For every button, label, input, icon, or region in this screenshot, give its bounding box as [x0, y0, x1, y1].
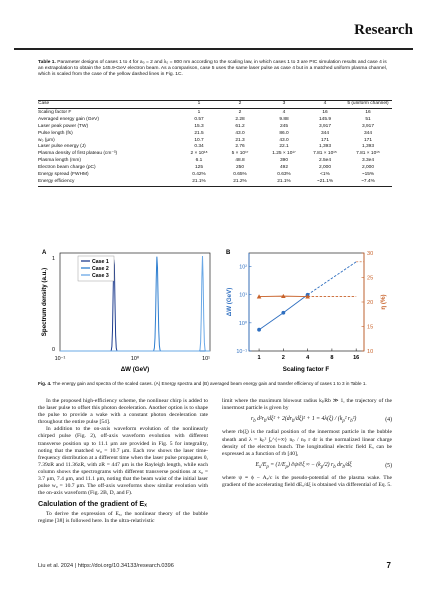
table-cell: 10.7: [194, 137, 204, 143]
table-cell: 2: [238, 109, 242, 115]
panel-a-xtick: 10¹: [202, 356, 210, 362]
table-cell: 7.81 × 10¹⁵: [356, 151, 380, 157]
table-cell: 0.65%: [233, 172, 247, 178]
panel-a-label: A: [42, 250, 47, 256]
table-header-row: [38, 101, 392, 109]
panel-b-ylabel-right: η (%): [380, 294, 387, 310]
right-tick-label: 30: [367, 251, 374, 257]
table-cell: 21.3: [235, 137, 245, 143]
paragraph: limit where the maximum blowout radius kₚRb ≫ 1, the trajectory of the innermost particle is given by: [222, 398, 392, 412]
table-cell: 21.1%: [180, 179, 218, 186]
gain-point: [281, 311, 285, 315]
table-cell: 43.0: [279, 137, 289, 143]
table-cell: 21.5: [194, 130, 204, 136]
x-tick-label: 4: [306, 355, 310, 361]
right-tick-label: 10: [367, 349, 374, 355]
table-cell: 245: [279, 123, 288, 129]
equation-number: (5): [385, 462, 392, 469]
right-column: [222, 398, 392, 489]
x-tick-label: 16: [353, 355, 360, 361]
table-cell: 2,000: [318, 165, 331, 171]
right-tick-label: 20: [367, 300, 374, 306]
gain-point: [257, 328, 261, 332]
table-cell: 492: [279, 165, 288, 171]
table-cell: 1,393: [318, 144, 331, 150]
table-cell: 145.9: [318, 116, 331, 122]
table-row: [38, 151, 392, 158]
table-cell: 1: [197, 109, 201, 115]
table-cell: 0.57: [194, 116, 204, 122]
table-row: [38, 138, 392, 145]
figure-caption-label: Fig. 4.: [38, 381, 52, 386]
table-cell: 171: [320, 137, 329, 143]
table-cell: 2.76: [235, 144, 245, 150]
panel-a-ytick: 0: [52, 347, 55, 353]
table-cell: 3.3e4: [361, 158, 374, 164]
table-row: [38, 124, 392, 131]
table-row: [38, 165, 392, 172]
table-cell: ~7.4%: [344, 179, 392, 186]
table-cell: 9.88: [279, 116, 289, 122]
table-cell: Electron beam charge (pC): [38, 165, 96, 171]
table-cell: 0.42%: [192, 172, 206, 178]
table-row: [38, 108, 392, 116]
paragraph: In addition to the on-axis waveform evolution of the nonlinearly chirped pulse (Fig. 2), off-axis waveform evolution with different transverse position up to 11.1 μm are provided in Fig. 5 for integrality, noting that the matched w₀ = 10.7 μm. Each row shows the laser time-frequency distribution at a different time when the laser pulse propagates 0, 7.39zR and 11.36zR, with zR = 447 μm is the Rayleigh length, while each column shows the spectrograms with different transverse positions at x₀ = 3.7 μm, 7.4 μm, and 11.1 μm, noting that the beam waist of the initial laser pulse w₀ = 10.7 μm. The off-axis waveforms show similar evolution with the on-axis waveform (Fig. 2B, D, and F).: [38, 426, 208, 497]
panel-b-label: B: [226, 250, 231, 256]
header-rule: [14, 48, 413, 50]
table-cell: 86.0: [279, 130, 289, 136]
equation-4-body: $r_b$ $d^2r_b$/dξ² + $2(dr_b/d\xi)^2 + 1 = 4\lambda(\xi) / (k_p^2$ $r_b^2$): [250, 416, 357, 425]
table-cell: 43.0: [235, 130, 245, 136]
equation-5: [222, 462, 392, 471]
table-cell: Plasma density of first plateau (cm⁻³): [38, 151, 118, 157]
citation-footer[interactable]: Liu et al. 2024 | https://doi.org/10.34133/research.0396: [38, 563, 174, 569]
table-cell: 1.25 × 10¹⁷: [272, 151, 296, 157]
panel-a-legend: [78, 256, 114, 281]
table-cell: Plasma length (mm): [38, 158, 81, 164]
table-row: [38, 131, 392, 138]
panel-a-xtick: 10⁰: [130, 356, 140, 362]
panel-b: [226, 251, 387, 373]
page-number: 7: [386, 561, 391, 570]
table-cell: 2.28: [235, 116, 245, 122]
parameter-table: [38, 100, 392, 187]
table-cell: 0.34: [194, 144, 204, 150]
table-cell: 4: [282, 109, 286, 115]
table-caption: [38, 60, 391, 79]
table-cell: 61.2: [235, 123, 245, 129]
table-cell: ~15%: [361, 172, 375, 178]
figure-4: [38, 245, 392, 380]
table-cell: 15.3: [194, 123, 204, 129]
table-body: [38, 108, 392, 186]
table-cell: 390: [279, 158, 288, 164]
table-cell: 48.8: [235, 158, 245, 164]
right-tick-label: 25: [367, 275, 374, 282]
table-cell: Laser peak power (TW): [38, 123, 89, 129]
gain-extrapolation-line: [308, 262, 357, 295]
table-cell: 3,917: [318, 123, 331, 129]
paragraph: In the proposed high-efficiency scheme, the nonlinear chirp is added to the laser pulse to offset this photon deceleration. Another option is to shape the pulse to provide a wake with a constant photon deceleration rate throughout the entire pulse [54].: [38, 398, 208, 426]
section-heading: Calculation of the gradient of Eₓ: [38, 499, 147, 509]
figure-caption: [38, 381, 392, 387]
table-cell: 16: [365, 109, 371, 115]
legend-label-case-3: Case 3: [92, 273, 109, 279]
table-cell: <1%: [320, 172, 330, 178]
panel-a-ylabel: Spectrum density (a.u.): [41, 267, 48, 337]
table-cell: w₀ (μm): [38, 137, 55, 143]
table-cell: 344: [363, 130, 372, 136]
equation-4: [222, 416, 392, 425]
panel-a-xtick: 10⁻¹: [54, 356, 66, 362]
panel-b-xlabel: Scaling factor F: [282, 366, 330, 373]
x-tick-label: 1: [257, 355, 261, 361]
figure-svg: [38, 245, 392, 380]
panel-b-marks: [236, 251, 373, 361]
table-cell: Energy efficiency: [38, 179, 180, 186]
left-tick-label: 10⁰: [238, 320, 247, 327]
table-cell: Pulse length (fs): [38, 130, 73, 136]
table-cell: 344: [320, 130, 329, 136]
panel-a: [41, 253, 210, 373]
left-tick-label: 10²: [239, 264, 247, 271]
table-cell: 171: [363, 137, 372, 143]
table-cell: 21.2%: [218, 179, 262, 186]
right-tick-label: 15: [367, 324, 374, 331]
figure-caption-text: The energy gain and spectra of the scaled cases. (A) Energy spectra and (B) averaged beam energy gain and transfer efficiency of cases 1 to 3 in Table 1.: [52, 381, 367, 386]
legend-label-case-1: Case 1: [92, 259, 109, 265]
table-cell: 125: [194, 165, 203, 171]
panel-a-xlabel: ΔW (GeV): [120, 366, 150, 373]
table-cell: 0.63%: [277, 172, 291, 178]
table-header: 1: [180, 101, 218, 109]
x-tick-label: 2: [281, 355, 285, 361]
left-tick-label: 10⁻¹: [236, 349, 247, 355]
equation-number: (4): [385, 417, 392, 424]
table-cell: Averaged energy gain (GeV): [38, 116, 99, 122]
equation-5-body: $E_x/E_p = (1/E_p) \partial\psi/\partial\xi$ ≈ − $(k_p/2)$ $r_b$ $dr_b/d\xi$: [255, 461, 352, 470]
left-tick-label: 10¹: [239, 292, 247, 299]
legend-label-case-2: Case 2: [92, 266, 109, 272]
table-row: [38, 172, 392, 179]
table-cell: 6.1: [195, 158, 203, 164]
table-cell: 22.1: [279, 144, 289, 150]
table-cell: ~21.1%: [306, 179, 344, 186]
paragraph: where ψ ≡ ϕ − Aₓ/c is the pseudo-potential of the plasma wake. The gradient of the accelerating field dEₓ/dξ is obtained via differential of Eq. 5.: [222, 475, 392, 489]
table-cell: Energy spread (FWHM): [38, 172, 89, 178]
paragraph: where rb(ξ) is the radial position of the innermost particle in the bubble sheath and λ = kₚ² ∫₀^{+∞} nₚ / nₚ r dr is the normalized linear charge density of the electron bunch. The longitudinal electric field Eₓ can be expressed as a function of rb [40],: [222, 429, 392, 457]
table-cell: 2.5e4: [318, 158, 331, 164]
table-cell: 3,917: [361, 123, 374, 129]
table-cell: 2 × 10¹⁸: [190, 151, 208, 157]
table-caption-label: Table 1.: [38, 60, 56, 65]
panel-b-frame: [249, 253, 364, 351]
table-row: [38, 179, 392, 186]
panel-a-ytick: 1: [52, 256, 55, 262]
table-cell: 51: [365, 116, 371, 122]
x-tick-label: 8: [330, 355, 334, 361]
table-cell: 21.1%: [262, 179, 306, 186]
table-cell: 16: [322, 109, 328, 115]
paragraph: To derive the expression of Eₓ, the nonlinear theory of the bubble regime [38] is followed here. In the ultra-relativistic: [38, 511, 208, 525]
journal-title: Research: [354, 22, 413, 38]
table-cell: 5 × 10¹⁷: [231, 151, 249, 157]
table-cell: Scaling factor F: [38, 109, 72, 115]
left-column: [38, 398, 208, 526]
table-header: 4: [306, 101, 344, 109]
table-header: 2: [218, 101, 262, 109]
panel-b-ylabel-left: ΔW (GeV): [226, 287, 233, 317]
table-caption-text: Parameter designs of cases 1 to 4 for a₀ = 2 and λ₀ = 800 nm according to the scaling law, in which cases 1 to 3 are PIC simulation results and case 4 is an extrapolation to obtain the 145.9-GeV electron beam. As a comparison, case 5 uses the same laser pulse as case 4 but in a matched uniform plasma channel, which is scaled from the case of the yellow dashed lines in Fig. 1C.: [38, 60, 388, 78]
table-header: 3: [262, 101, 306, 109]
table-header: 5 (uniform channel): [344, 101, 392, 109]
table-row: [38, 117, 392, 124]
table-cell: 7.81 × 10¹⁵: [313, 151, 337, 157]
table-header: Case: [38, 101, 180, 109]
table-cell: 1,393: [361, 144, 374, 150]
table-cell: 250: [235, 165, 244, 171]
table-cell: 2,000: [361, 165, 374, 171]
table-cell: Laser pulse energy (J): [38, 144, 86, 150]
